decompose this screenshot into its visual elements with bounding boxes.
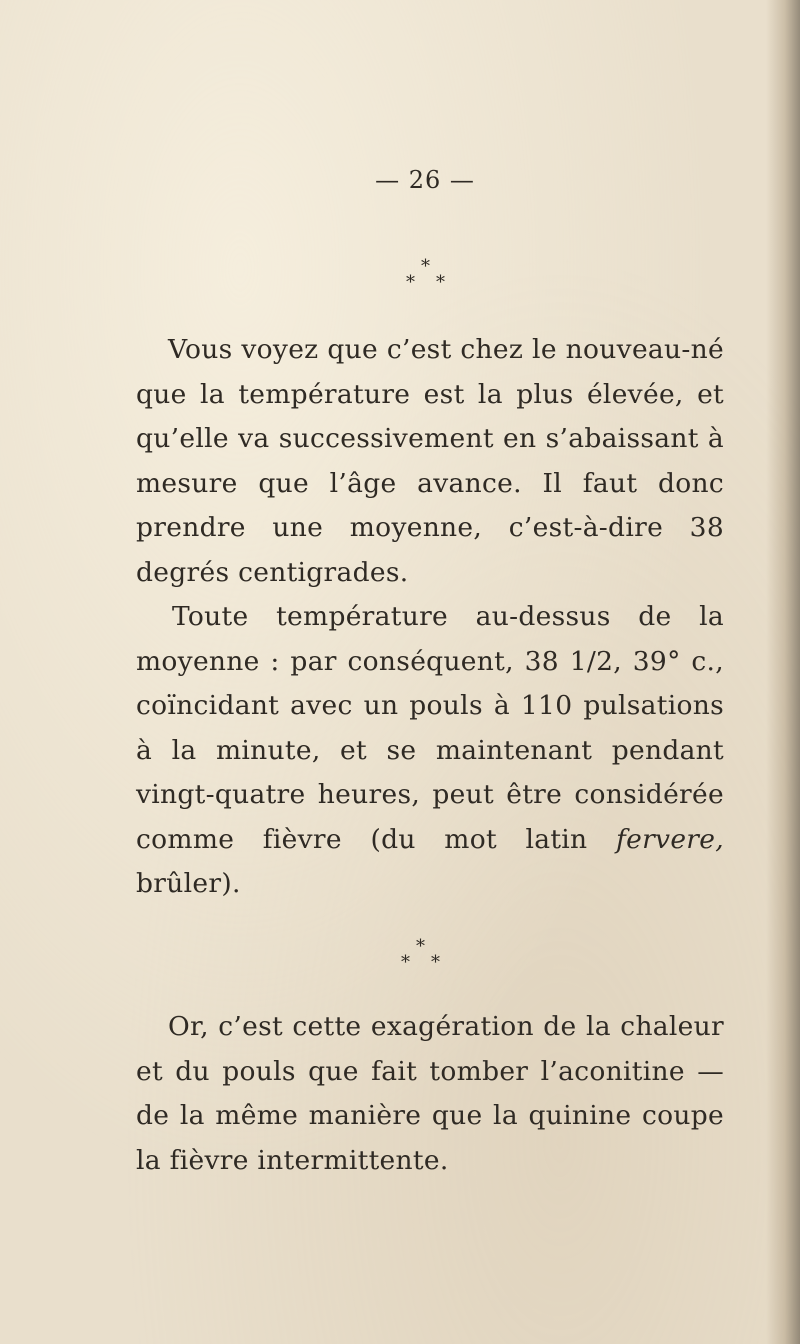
page-gutter-shadow [766, 0, 800, 1344]
asterism-star: * [431, 952, 440, 973]
paragraph-fever-definition [136, 595, 724, 907]
asterism-star: * [401, 952, 410, 973]
text-section-1 [136, 328, 724, 907]
paragraph-aconitine: Or, c’est cette exagération de la chaleur et du pouls que fait tomber l’aconitine — de la même manière que la quinine coupe la fièvre intermittente. [136, 1011, 724, 1176]
asterism-star: * [436, 272, 445, 293]
asterism-separator [0, 258, 800, 298]
asterism-star: * [416, 936, 425, 957]
paragraph-text: brûler). [136, 868, 241, 899]
paragraph-newborn-temperature: Vous voyez que c’est chez le nouveau-né que la température est la plus élevée, et qu’elle va successivement en s’abaissant à mesure que l’âge avance. Il faut donc prendre une moyenne, c’est-à-dire 38 degrés centigrades. [136, 334, 724, 588]
asterism-separator [0, 938, 800, 978]
page-number: — 26 — [375, 166, 475, 194]
asterism-star: * [421, 256, 430, 277]
paragraph-text: Toute température au-dessus de la moyenne : par conséquent, 38 1/2, 39° c., coïncidant avec un pouls à 110 pulsations à la minute, et se maintenant pendant vingt-quatre heures, peut être considérée comme fièvre (du mot latin [136, 601, 724, 855]
latin-word: fervere, [615, 823, 724, 855]
text-section-2 [136, 1005, 724, 1183]
asterism-star: * [406, 272, 415, 293]
